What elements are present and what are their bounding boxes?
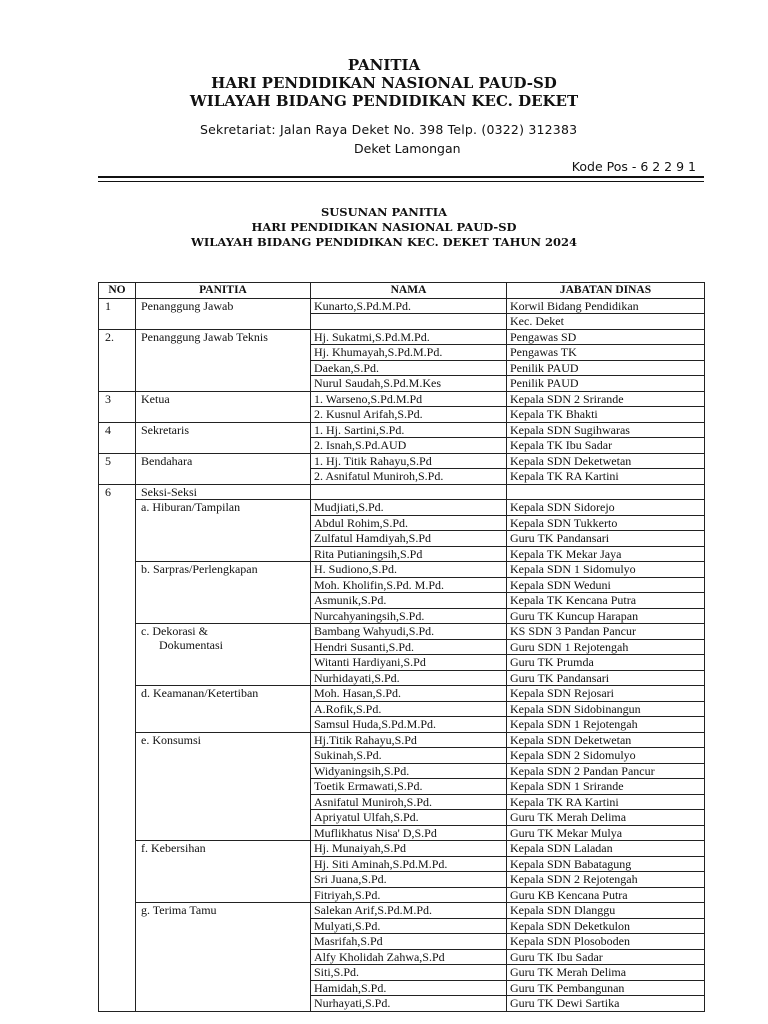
cell-jabatan: Guru SDN 1 Rejotengah <box>507 639 705 655</box>
cell-jabatan: Guru TK Merah Delima <box>507 810 705 826</box>
cell-no: 6 <box>99 484 136 1011</box>
cell-jabatan: Guru TK Kuncup Harapan <box>507 608 705 624</box>
cell-nama: Hj. Munaiyah,S.Pd <box>311 841 507 857</box>
cell-jabatan: Kepala TK RA Kartini <box>507 794 705 810</box>
cell-panitia: Sekretaris <box>136 422 311 453</box>
cell-nama: Hj. Sukatmi,S.Pd.M.Pd. <box>311 329 507 345</box>
cell-jabatan: Pengawas TK <box>507 345 705 361</box>
cell-no: 3 <box>99 391 136 422</box>
cell-nama: Sri Juana,S.Pd. <box>311 872 507 888</box>
cell-panitia: Bendahara <box>136 453 311 484</box>
cell-jabatan: Guru TK Merah Delima <box>507 965 705 981</box>
cell-jabatan: Guru TK Pandansari <box>507 531 705 547</box>
table-row <box>99 903 705 919</box>
cell-nama: Asnifatul Muniroh,S.Pd. <box>311 794 507 810</box>
cell-nama: H. Sudiono,S.Pd. <box>311 562 507 578</box>
cell-jabatan: Kepala SDN Tukkerto <box>507 515 705 531</box>
cell-jabatan: KS SDN 3 Pandan Pancur <box>507 624 705 640</box>
cell-nama: Toetik Ermawati,S.Pd. <box>311 779 507 795</box>
table-header-row <box>99 283 705 299</box>
table-row <box>99 422 705 438</box>
cell-panitia: e. Konsumsi <box>136 732 311 841</box>
cell-jabatan: Kepala SDN 2 Srirande <box>507 391 705 407</box>
cell-jabatan: Kepala TK RA Kartini <box>507 469 705 485</box>
cell-nama: Hj. Siti Aminah,S.Pd.M.Pd. <box>311 856 507 872</box>
cell-jabatan: Kepala SDN Babatagung <box>507 856 705 872</box>
cell-nama: 1. Warseno,S.Pd.M.Pd <box>311 391 507 407</box>
cell-nama: Kunarto,S.Pd.M.Pd. <box>311 298 507 314</box>
cell-panitia: a. Hiburan/Tampilan <box>136 500 311 562</box>
header-rule-thick <box>98 176 704 178</box>
table-row <box>99 500 705 516</box>
cell-nama: Mulyati,S.Pd. <box>311 918 507 934</box>
cell-nama: Hj.Titik Rahayu,S.Pd <box>311 732 507 748</box>
table-row <box>99 732 705 748</box>
column-header-nama: NAMA <box>311 283 507 299</box>
cell-jabatan: Kepala TK Mekar Jaya <box>507 546 705 562</box>
cell-jabatan: Kepala SDN Sidorejo <box>507 500 705 516</box>
cell-panitia: d. Keamanan/Ketertiban <box>136 686 311 733</box>
cell-nama: Daekan,S.Pd. <box>311 360 507 376</box>
cell-nama <box>311 484 507 500</box>
cell-panitia: g. Terima Tamu <box>136 903 311 1012</box>
cell-nama: Fitriyah,S.Pd. <box>311 887 507 903</box>
cell-nama <box>311 314 507 330</box>
cell-jabatan: Guru TK Ibu Sadar <box>507 949 705 965</box>
secretariat-address: Sekretariat: Jalan Raya Deket No. 398 Telp. (0322) 312383 <box>200 122 578 137</box>
cell-nama: Nurhidayati,S.Pd. <box>311 670 507 686</box>
cell-panitia-line: Dokumentasi <box>159 638 223 652</box>
cell-panitia <box>136 624 311 686</box>
subtitle-line-2: HARI PENDIDIKAN NASIONAL PAUD-SD <box>251 220 517 234</box>
cell-no: 5 <box>99 453 136 484</box>
cell-panitia: f. Kebersihan <box>136 841 311 903</box>
cell-panitia: Penanggung Jawab Teknis <box>136 329 311 391</box>
cell-nama: Moh. Hasan,S.Pd. <box>311 686 507 702</box>
table-row <box>99 686 705 702</box>
cell-jabatan: Guru TK Pembangunan <box>507 980 705 996</box>
table-row <box>99 329 705 345</box>
secretariat-city: Deket Lamongan <box>354 141 461 156</box>
table-row <box>99 453 705 469</box>
table-row <box>99 484 705 500</box>
cell-panitia: Ketua <box>136 391 311 422</box>
cell-nama: 1. Hj. Sartini,S.Pd. <box>311 422 507 438</box>
cell-jabatan: Korwil Bidang Pendidikan <box>507 298 705 314</box>
cell-nama: Abdul Rohim,S.Pd. <box>311 515 507 531</box>
column-header-no: NO <box>99 283 136 299</box>
cell-jabatan: Pengawas SD <box>507 329 705 345</box>
cell-nama: A.Rofik,S.Pd. <box>311 701 507 717</box>
cell-jabatan: Kepala SDN Sugihwaras <box>507 422 705 438</box>
cell-nama: Asmunik,S.Pd. <box>311 593 507 609</box>
cell-jabatan: Kepala SDN Deketwetan <box>507 453 705 469</box>
cell-nama: Moh. Kholifin,S.Pd. M.Pd. <box>311 577 507 593</box>
cell-jabatan: Kepala TK Kencana Putra <box>507 593 705 609</box>
cell-jabatan: Kepala SDN Deketwetan <box>507 732 705 748</box>
subtitle-line-3: WILAYAH BIDANG PENDIDIKAN KEC. DEKET TAHUN 2024 <box>191 235 577 249</box>
cell-nama: Sukinah,S.Pd. <box>311 748 507 764</box>
cell-no: 1 <box>99 298 136 329</box>
cell-nama: 1. Hj. Titik Rahayu,S.Pd <box>311 453 507 469</box>
column-header-jabatan: JABATAN DINAS <box>507 283 705 299</box>
cell-panitia: Seksi-Seksi <box>136 484 311 500</box>
cell-panitia-line: c. Dekorasi & <box>141 624 208 638</box>
region-title: WILAYAH BIDANG PENDIDIKAN KEC. DEKET <box>189 92 579 110</box>
cell-jabatan: Guru TK Prumda <box>507 655 705 671</box>
cell-nama: 2. Asnifatul Muniroh,S.Pd. <box>311 469 507 485</box>
column-header-panitia: PANITIA <box>136 283 311 299</box>
cell-jabatan: Kec. Deket <box>507 314 705 330</box>
cell-nama: Rita Putianingsih,S.Pd <box>311 546 507 562</box>
cell-nama: Mudjiati,S.Pd. <box>311 500 507 516</box>
cell-jabatan: Guru TK Pandansari <box>507 670 705 686</box>
cell-nama: Salekan Arif,S.Pd.M.Pd. <box>311 903 507 919</box>
committee-table <box>98 282 705 1012</box>
table-row <box>99 391 705 407</box>
cell-jabatan: Penilik PAUD <box>507 376 705 392</box>
cell-jabatan: Kepala SDN 1 Rejotengah <box>507 717 705 733</box>
table-row <box>99 298 705 314</box>
cell-nama: Apriyatul Ulfah,S.Pd. <box>311 810 507 826</box>
table-row <box>99 841 705 857</box>
cell-panitia: b. Sarpras/Perlengkapan <box>136 562 311 624</box>
cell-jabatan: Guru KB Kencana Putra <box>507 887 705 903</box>
cell-nama: Alfy Kholidah Zahwa,S.Pd <box>311 949 507 965</box>
cell-jabatan: Kepala SDN Plosoboden <box>507 934 705 950</box>
cell-jabatan: Guru TK Dewi Sartika <box>507 996 705 1012</box>
cell-nama: 2. Kusnul Arifah,S.Pd. <box>311 407 507 423</box>
cell-jabatan: Kepala SDN 2 Sidomulyo <box>507 748 705 764</box>
cell-nama: Nurhayati,S.Pd. <box>311 996 507 1012</box>
cell-nama: Muflikhatus Nisa' D,S.Pd <box>311 825 507 841</box>
cell-nama: Hendri Susanti,S.Pd. <box>311 639 507 655</box>
cell-jabatan: Kepala SDN Sidobinangun <box>507 701 705 717</box>
cell-jabatan: Kepala SDN 2 Pandan Pancur <box>507 763 705 779</box>
cell-no: 2. <box>99 329 136 391</box>
cell-jabatan: Kepala TK Ibu Sadar <box>507 438 705 454</box>
cell-nama: Nurcahyaningsih,S.Pd. <box>311 608 507 624</box>
cell-jabatan: Kepala TK Bhakti <box>507 407 705 423</box>
committee-title: PANITIA <box>347 56 421 74</box>
cell-nama: Widyaningsih,S.Pd. <box>311 763 507 779</box>
cell-nama: Siti,S.Pd. <box>311 965 507 981</box>
cell-jabatan: Penilik PAUD <box>507 360 705 376</box>
cell-nama: Hj. Khumayah,S.Pd.M.Pd. <box>311 345 507 361</box>
cell-jabatan: Kepala SDN Deketkulon <box>507 918 705 934</box>
cell-jabatan: Kepala SDN 1 Srirande <box>507 779 705 795</box>
cell-jabatan: Kepala SDN Rejosari <box>507 686 705 702</box>
cell-jabatan: Kepala SDN 2 Rejotengah <box>507 872 705 888</box>
cell-jabatan <box>507 484 705 500</box>
cell-jabatan: Kepala SDN Dlanggu <box>507 903 705 919</box>
cell-jabatan: Kepala SDN 1 Sidomulyo <box>507 562 705 578</box>
cell-panitia: Penanggung Jawab <box>136 298 311 329</box>
cell-jabatan: Guru TK Mekar Mulya <box>507 825 705 841</box>
cell-nama: Zulfatul Hamdiyah,S.Pd <box>311 531 507 547</box>
postal-code: Kode Pos - 6 2 2 9 1 <box>571 159 696 174</box>
event-title: HARI PENDIDIKAN NASIONAL PAUD-SD <box>211 74 557 92</box>
table-row <box>99 562 705 578</box>
header-rule-thin <box>98 181 704 182</box>
table-row <box>99 624 705 640</box>
subtitle-line-1: SUSUNAN PANITIA <box>320 205 448 219</box>
cell-nama: Samsul Huda,S.Pd.M.Pd. <box>311 717 507 733</box>
cell-nama: Hamidah,S.Pd. <box>311 980 507 996</box>
cell-nama: 2. Isnah,S.Pd.AUD <box>311 438 507 454</box>
cell-nama: Witanti Hardiyani,S.Pd <box>311 655 507 671</box>
cell-nama: Masrifah,S.Pd <box>311 934 507 950</box>
cell-nama: Nurul Saudah,S.Pd.M.Kes <box>311 376 507 392</box>
cell-jabatan: Kepala SDN Laladan <box>507 841 705 857</box>
cell-nama: Bambang Wahyudi,S.Pd. <box>311 624 507 640</box>
cell-no: 4 <box>99 422 136 453</box>
cell-jabatan: Kepala SDN Weduni <box>507 577 705 593</box>
